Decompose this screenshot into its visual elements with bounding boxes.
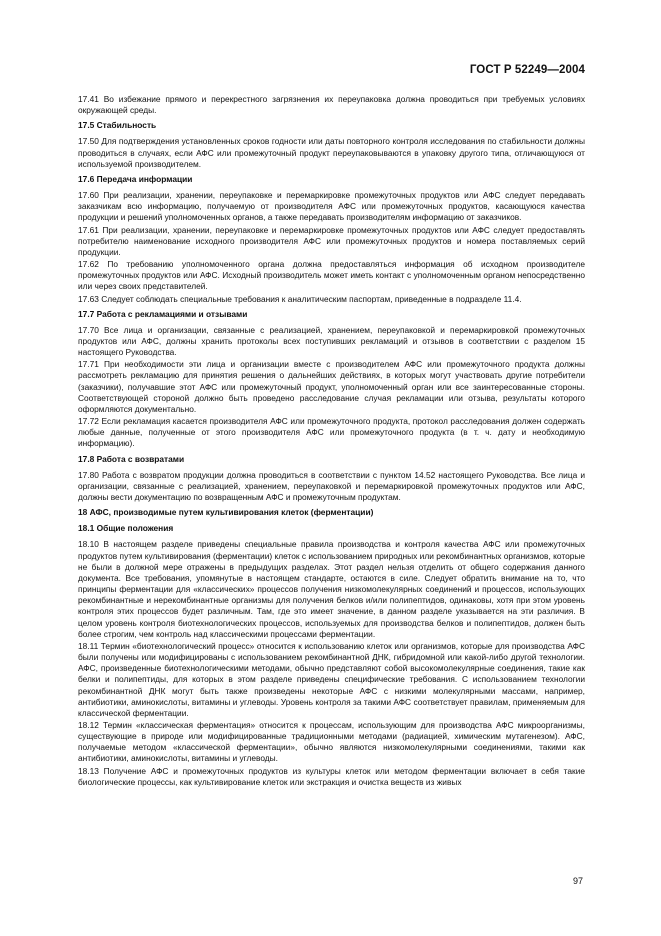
paragraph: 17.63 Следует соблюдать специальные требования к аналитическим паспортам, приведенные в подразделе 11.4. (78, 293, 522, 304)
paragraph: 17.70 Все лица и организации, связанные с реализацией, хранением, переупаковкой и перемаркировкой промежуточных продуктов или АФС, должны хранить протоколы всех поступивших рекламаций и отзывов в соответствии с разделом 15 настоящего Руководства. (78, 324, 585, 358)
document-body (78, 94, 585, 789)
paragraph: 17.61 При реализации, хранении, переупаковке и перемаркировке промежуточных продуктов или АФС следует предоставлять потребителю наименование исходного производителя АФС или промежуточных продуктов и номера поставляемых серий продукции. (78, 224, 585, 257)
section-heading: 17.6 Передача информации (78, 173, 193, 184)
section-heading: 17.5 Стабильность (78, 120, 157, 131)
paragraph: 18.10 В настоящем разделе приведены специальные правила производства и контроля качества АФС или промежуточных продуктов путем культивирования (ферментации) клеток с использованием природных или рекомбинантных организмов, которые не были в должной мере отражены в предыдущих разделах. Этот раздел нельзя отделить от общего содержания данного документа. Все требования, упомянутые в настоящем стандарте, остаются в силе. Следует обратить внимание на то, что принципы ферментации для «классических» процессов получения низкомолекулярных соединений и процессов, использующих рекомбинантные и нерекомбинантные организмы для получения белков и/или полипептидов, одинаковы, хотя при этом уровень контроля этих процессов будет различным. Там, где это имеет значение, в данном разделе указывается на эти различия. В целом уровень контроля биотехнологических процессов, используемых для производства белков и полипептидов, должен быть более строгим, чем контроль над классическими процессами ферментации. (78, 539, 585, 639)
paragraph: 18.13 Получение АФС и промежуточных продуктов из культуры клеток или методом ферментации включает в себя такие биологические процессы, как культивирование клеток или экстракция и очистка веществ из живых (78, 765, 585, 787)
paragraph: 17.80 Работа с возвратом продукции должна проводиться в соответствии с пунктом 14.52 настоящего Руководства. Все лица и организации, связанные с реализацией, хранением, переупаковкой и перемаркировкой промежуточных продуктов или АФС, должны вести документацию по возвращенным АФС и промежуточным продуктам. (78, 469, 585, 502)
section-heading: 17.7 Работа с рекламациями и отзывами (78, 308, 248, 319)
paragraph: 17.60 При реализации, хранении, переупаковке и перемаркировке промежуточных продуктов или АФС следует передавать заказчикам всю информацию, получаемую от производителя АФС или промежуточных продуктов, касающуюся качества продукции и решений уполномоченных органов, а также передавать производителям информацию от заказчиков. (78, 190, 585, 223)
paragraph: 18.11 Термин «биотехнологический процесс» относится к использованию клеток или организмов, которые для производства АФС были получены или модифицированы с использованием рекомбинантной ДНК, гибридомной или какой-либо другой технологии. АФС, произведенные биотехнологическими методами, обычно представляют собой высокомолекулярные соединения, такие как белки и полипептиды, для которых в этом разделе приведены специфические требования. С использованием технологии рекомбинантной ДНК могут быть также произведены некоторые АФС с низкими молекулярными массами, например, антибиотики, аминокислоты, витамины и углеводы. Уровень контроля за такими АФС соответствует правилам, применяемым для классической ферментации. (78, 640, 585, 718)
section-heading: 17.8 Работа с возвратами (78, 453, 185, 464)
paragraph: 17.41 Во избежание прямого и перекрестного загрязнения их переупаковка должна проводиться при требуемых условиях окружающей среды. (78, 94, 585, 116)
paragraph: 17.50 Для подтверждения установленных сроков годности или даты повторного контроля исследования по стабильности должны проводиться в случаях, если АФС или промежуточный продукт переупаковываются в упаковку другого типа, отличающуюся от используемой производителем. (78, 136, 585, 169)
section-heading: 18.1 Общие положения (78, 523, 174, 534)
page-number: 97 (572, 876, 583, 886)
paragraph: 17.71 При необходимости эти лица и организации вместе с производителем АФС или промежуточного продукта должны рассмотреть рекламацию для принятия решения о дальнейших действиях, в которых могут участвовать другие потребители (заказчики), получавшие этот АФС или промежуточный продукт, уполномоченный орган или все заинтересованные стороны. Соответствующей стороной должно быть проведено расследование случая рекламации или отзыва, результаты которого оформляются документально. (78, 359, 585, 414)
paragraph: 17.62 По требованию уполномоченного органа должна предоставляться информация об исходном производителе промежуточных продуктов или АФС. Исходный производитель может иметь контакт с уполномоченным органом непосредственно или через своих представителей. (78, 259, 585, 292)
section-heading: 18 АФС, производимые путем культивирования клеток (ферментации) (78, 507, 374, 518)
paragraph: 18.12 Термин «классическая ферментация» относится к процессам, использующим для производства АФС микроорганизмы, существующие в природе или модифицированные традиционными методами (радиацией, химическим мутагенезом). АФС, получаемые методом «классической ферментации», обычно являются низкомолекулярными соединениями, такими как антибиотики, аминокислоты, витамины и углеводы. (78, 719, 585, 764)
paragraph: 17.72 Если рекламация касается производителя АФС или промежуточного продукта, протокол расследования должен содержать любые данные, полученные от этого производителя АФС или промежуточного продукта (в т. ч. дату и необходимую информацию). (78, 416, 585, 449)
standard-number: ГОСТ Р 52249—2004 (469, 64, 585, 76)
